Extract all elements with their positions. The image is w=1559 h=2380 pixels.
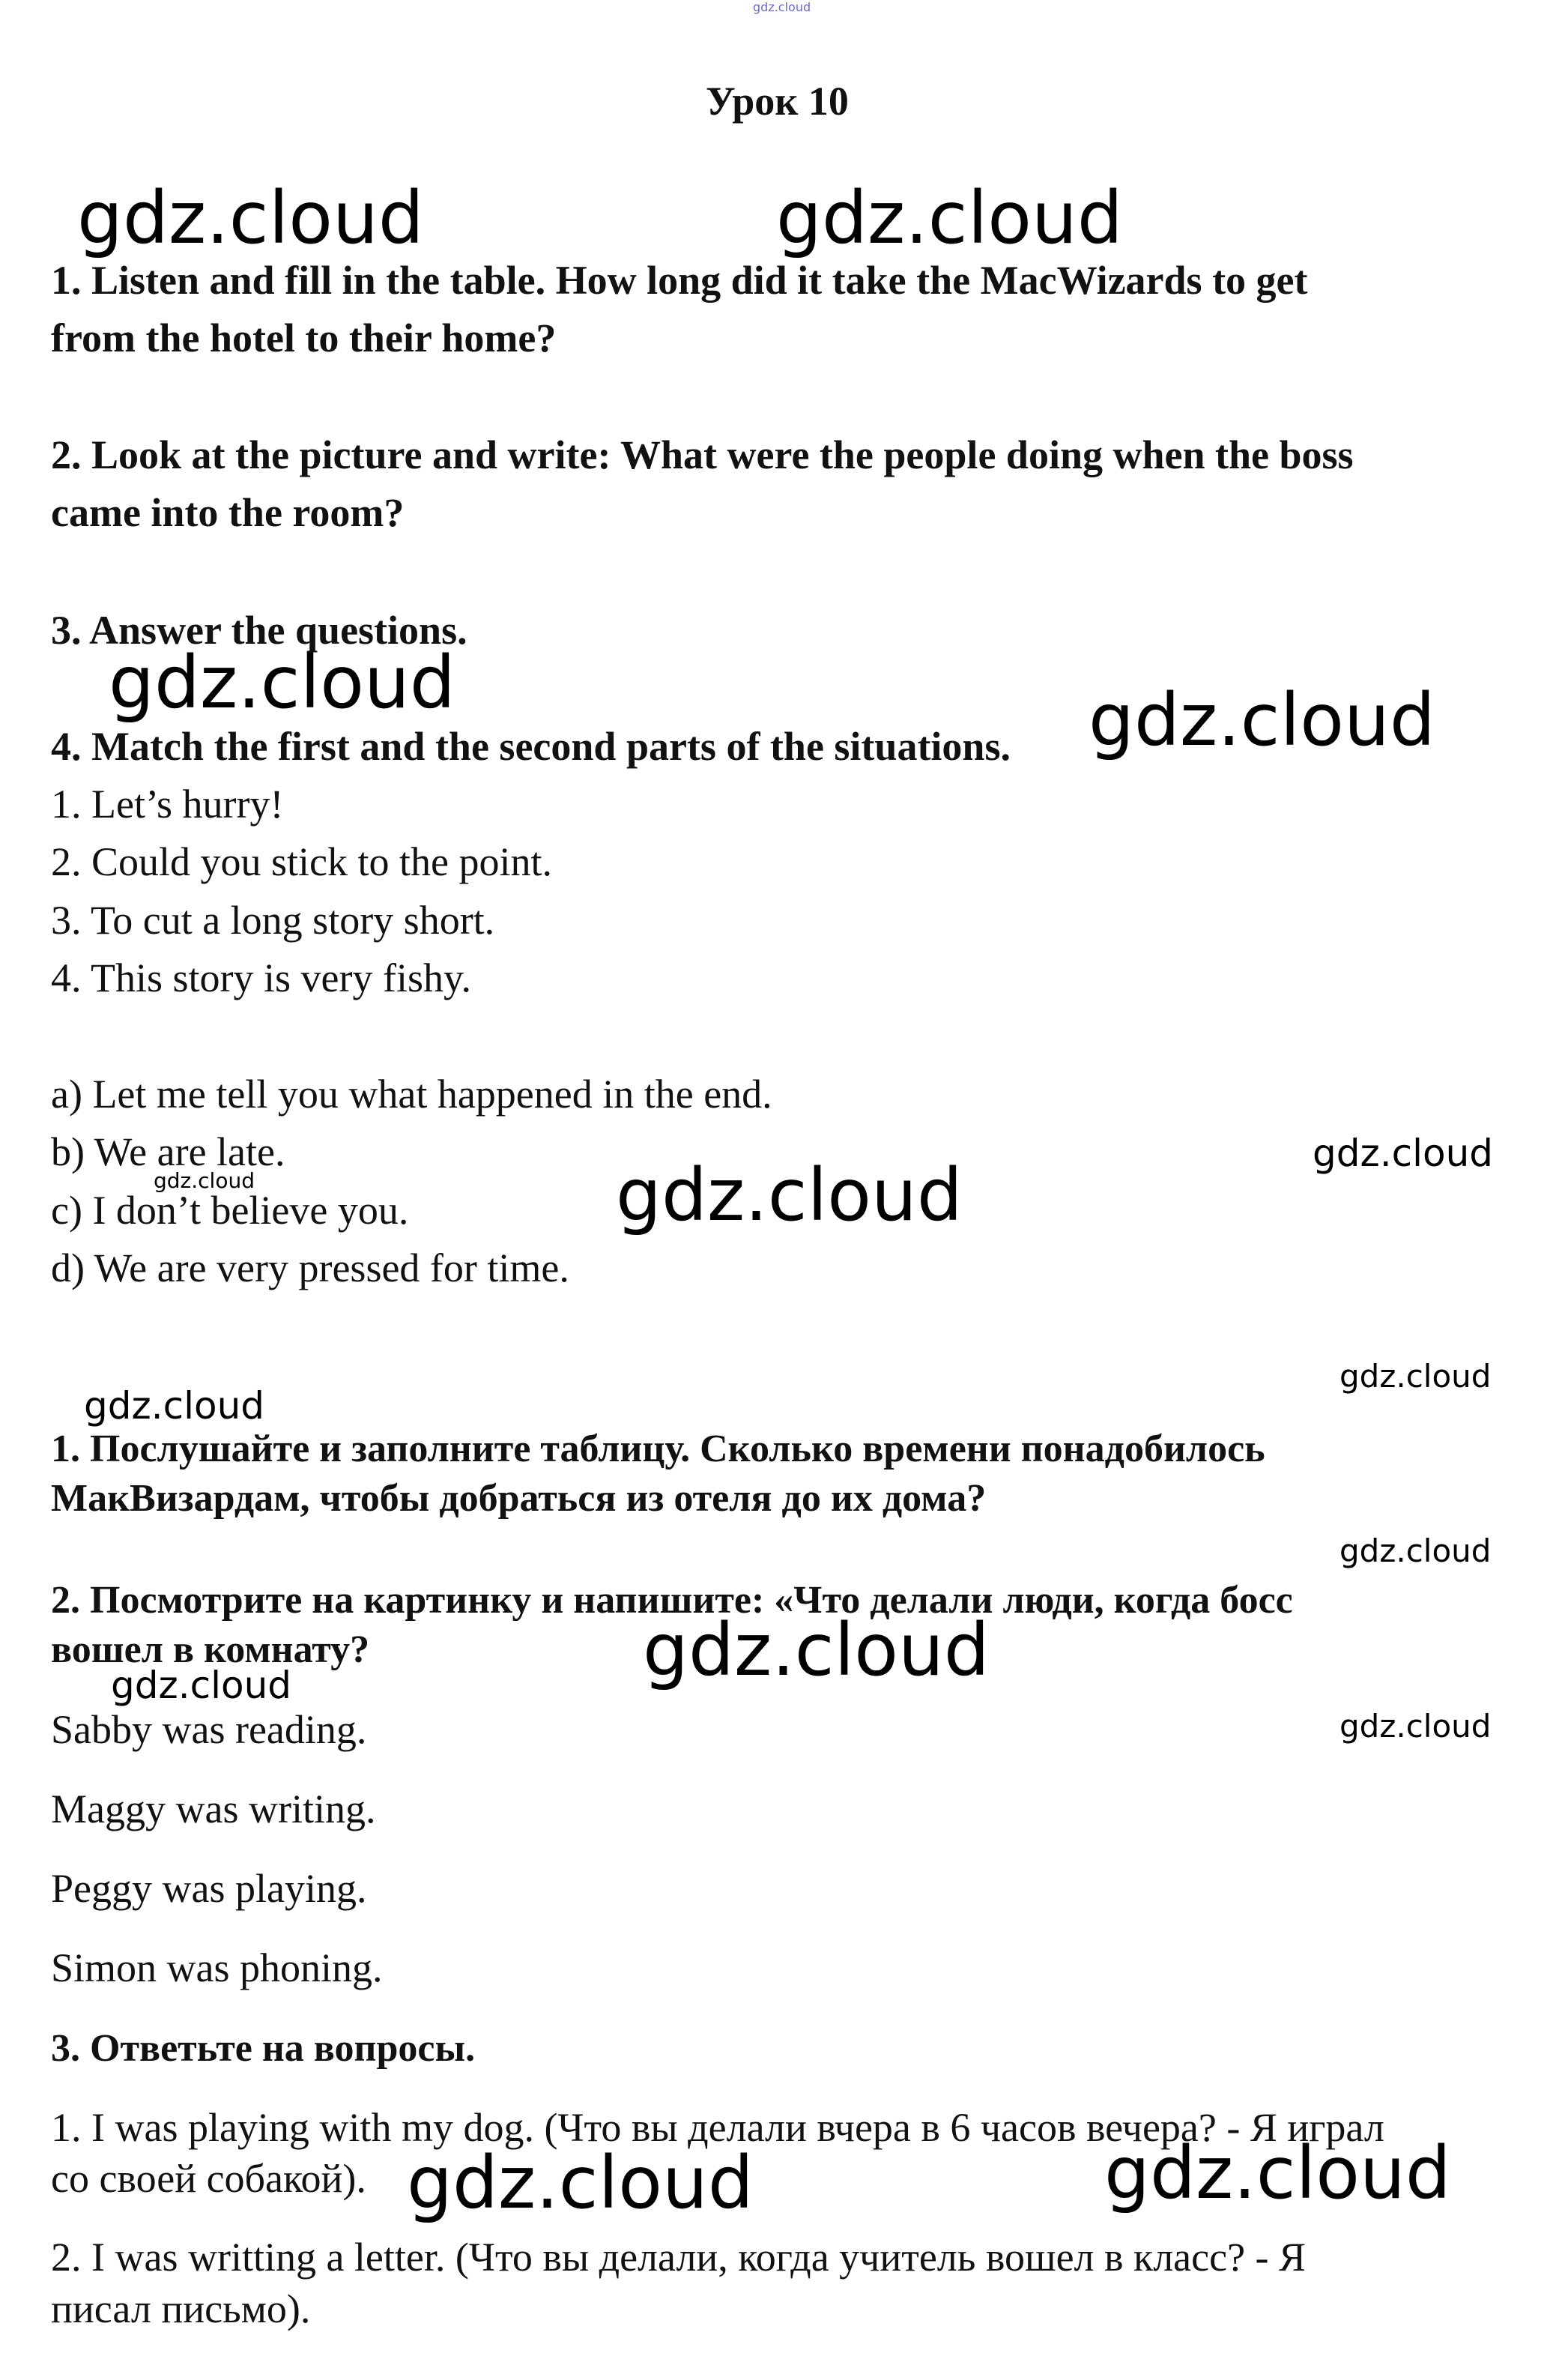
task2-en-cont: came into the room? bbox=[51, 490, 405, 535]
phrase-4: 4. This story is very fishy. bbox=[51, 955, 471, 1000]
answer-d: d) We are very pressed for time. bbox=[51, 1245, 569, 1290]
watermark: gdz.cloud bbox=[154, 1168, 255, 1193]
task3-en: 3. Answer the questions. bbox=[51, 608, 467, 653]
watermark: gdz.cloud bbox=[643, 1608, 990, 1692]
sentence-sabby: Sabby was reading. bbox=[51, 1707, 367, 1752]
watermark: gdz.cloud bbox=[1313, 1132, 1494, 1175]
phrase-2: 2. Could you stick to the point. bbox=[51, 839, 552, 884]
task2-ru: 2. Посмотрите на картинку и напишите: «Что делали люди, когда босс bbox=[51, 1579, 1293, 1622]
watermark: gdz.cloud bbox=[1339, 1708, 1492, 1745]
task1-ru-cont: МакВизардам, чтобы добраться из отеля до их дома? bbox=[51, 1477, 987, 1520]
task4-en: 4. Match the first and the second parts of the situations. bbox=[51, 724, 1011, 769]
sentence-maggy: Maggy was writing. bbox=[51, 1786, 376, 1831]
watermark: gdz.cloud bbox=[616, 1153, 963, 1237]
answer-c: c) I don’t believe you. bbox=[51, 1188, 409, 1233]
task2-en: 2. Look at the picture and write: What were the people doing when the boss bbox=[51, 432, 1354, 477]
sentence-peggy: Peggy was playing. bbox=[51, 1866, 367, 1911]
task3-ru: 3. Ответьте на вопросы. bbox=[51, 2027, 476, 2070]
phrase-3: 3. To cut a long story short. bbox=[51, 898, 495, 943]
task1-ru: 1. Послушайте и заполните таблицу. Сколько времени понадобилось bbox=[51, 1428, 1265, 1470]
watermark: gdz.cloud bbox=[1339, 1532, 1492, 1569]
answer2-ru-cont: писал письмо). bbox=[51, 2286, 311, 2331]
watermark: gdz.cloud bbox=[1104, 2131, 1451, 2215]
header-watermark: gdz.cloud bbox=[753, 0, 811, 14]
answer1-ru-cont: со своей собакой). bbox=[51, 2156, 366, 2201]
answer-a: a) Let me tell you what happened in the end. bbox=[51, 1072, 772, 1117]
task1-en-cont: from the hotel to their home? bbox=[51, 315, 557, 360]
page-title: Урок 10 bbox=[706, 79, 849, 124]
phrase-1: 1. Let’s hurry! bbox=[51, 782, 284, 827]
watermark: gdz.cloud bbox=[111, 1664, 292, 1707]
sentence-simon: Simon was phoning. bbox=[51, 1945, 383, 1990]
watermark: gdz.cloud bbox=[109, 641, 455, 725]
watermark: gdz.cloud bbox=[776, 176, 1123, 260]
answer1-ru: 1. I was playing with my dog. (Что вы делали вчера в 6 часов вечера? - Я играл bbox=[51, 2105, 1384, 2150]
watermark: gdz.cloud bbox=[84, 1384, 265, 1428]
answer2-ru: 2. I was writting a letter. (Что вы делали, когда учитель вошел в класс? - Я bbox=[51, 2235, 1307, 2280]
watermark: gdz.cloud bbox=[407, 2141, 754, 2225]
watermark: gdz.cloud bbox=[1339, 1358, 1492, 1395]
answer-b: b) We are late. bbox=[51, 1129, 285, 1174]
task1-en: 1. Listen and fill in the table. How long did it take the MacWizards to get bbox=[51, 258, 1308, 303]
watermark: gdz.cloud bbox=[77, 176, 424, 260]
task2-ru-cont: вошел в комнату? bbox=[51, 1628, 370, 1671]
watermark: gdz.cloud bbox=[1089, 678, 1435, 762]
